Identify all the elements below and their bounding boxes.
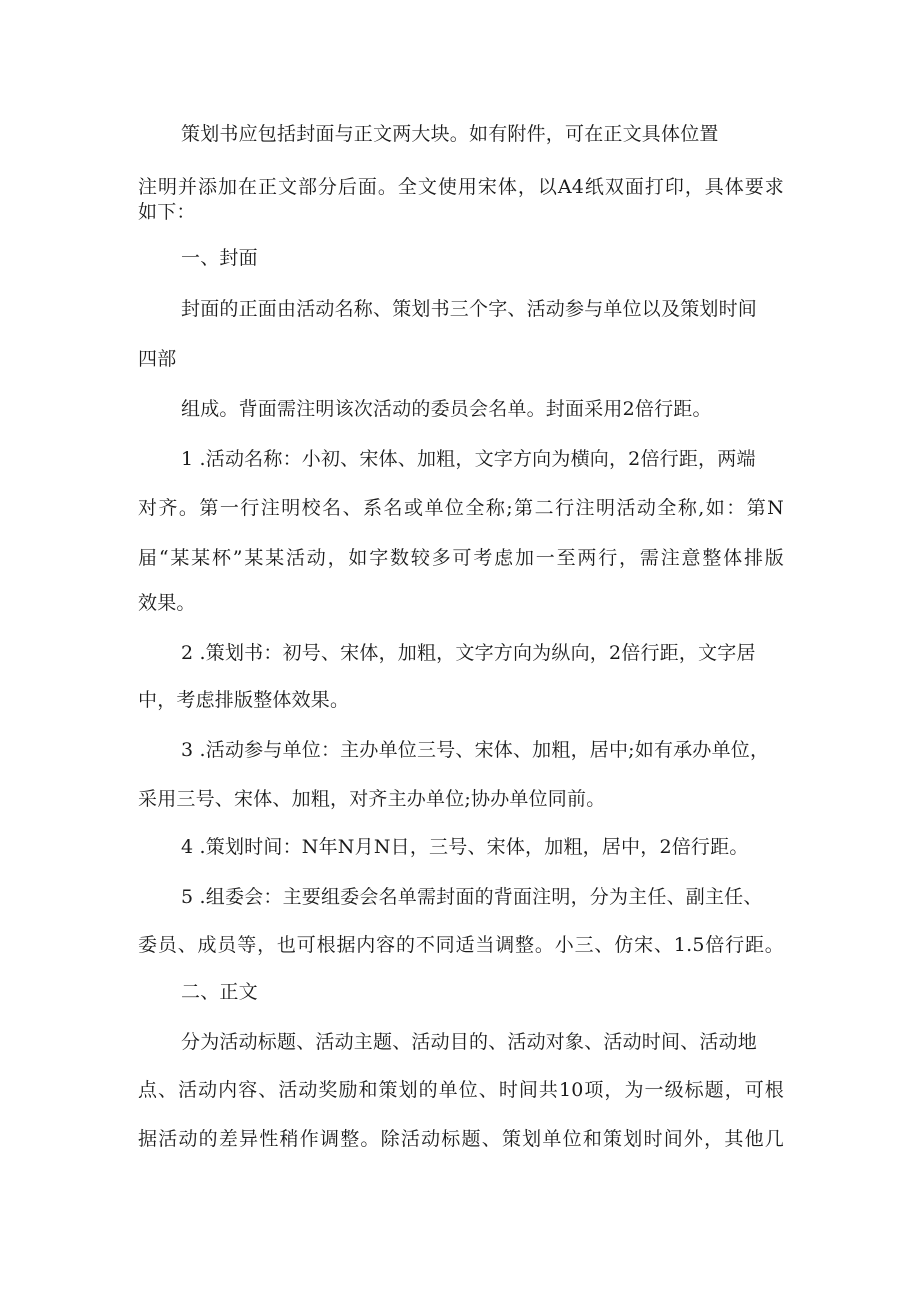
list-item-line: 2 .策划书：初号、宋体，加粗，文字方向为纵向，2倍行距，文字居	[181, 642, 756, 664]
list-item-line: 采用三号、宋体、加粗，对齐主办单位;协办单位同前。	[138, 788, 606, 810]
paragraph-line: 四部	[138, 348, 177, 370]
paragraph-line: 策划书应包括封面与正文两大块。如有附件，可在正文具体位置	[181, 123, 719, 145]
paragraph-line: 如下：	[138, 201, 196, 223]
list-item-line: 委员、成员等，也可根据内容的不同适当调整。小三、仿宋、1.5倍行距。	[138, 934, 784, 956]
list-item-line: 届“某某杯”某某活动，如字数较多可考虑加一至两行，需注意整体排版	[138, 547, 784, 569]
list-item-line: 4 .策划时间：N年N月N日，三号、宋体，加粗，居中，2倍行距。	[181, 836, 749, 858]
paragraph-line: 点、活动内容、活动奖励和策划的单位、时间共10项，为一级标题，可根	[138, 1079, 784, 1101]
section-heading: 二、正文	[181, 981, 258, 1003]
list-item-line: 3 .活动参与单位：主办单位三号、宋体、加粗，居中;如有承办单位，	[181, 739, 770, 761]
list-item-line: 对齐。第一行注明校名、系名或单位全称;第二行注明活动全称,如：第N	[138, 497, 784, 519]
list-item-line: 5 .组委会：主要组委会名单需封面的背面注明，分为主任、副主任、	[181, 886, 763, 908]
list-item-line: 1 .活动名称：小初、宋体、加粗，文字方向为横向，2倍行距，两端	[181, 448, 756, 470]
list-item-line: 效果。	[138, 592, 196, 614]
paragraph-line: 据活动的差异性稍作调整。除活动标题、策划单位和策划时间外，其他几	[138, 1128, 784, 1150]
paragraph-line: 组成。背面需注明该次活动的委员会名单。封面采用2倍行距。	[181, 398, 712, 420]
paragraph-line: 封面的正面由活动名称、策划书三个字、活动参与单位以及策划时间	[181, 298, 758, 320]
section-heading: 一、封面	[181, 247, 258, 269]
paragraph-line: 分为活动标题、活动主题、活动目的、活动对象、活动时间、活动地	[181, 1031, 758, 1053]
paragraph-line: 注明并添加在正文部分后面。全文使用宋体，以A4纸双面打印，具体要求	[138, 176, 784, 198]
list-item-line: 中，考虑排版整体效果。	[138, 689, 350, 711]
